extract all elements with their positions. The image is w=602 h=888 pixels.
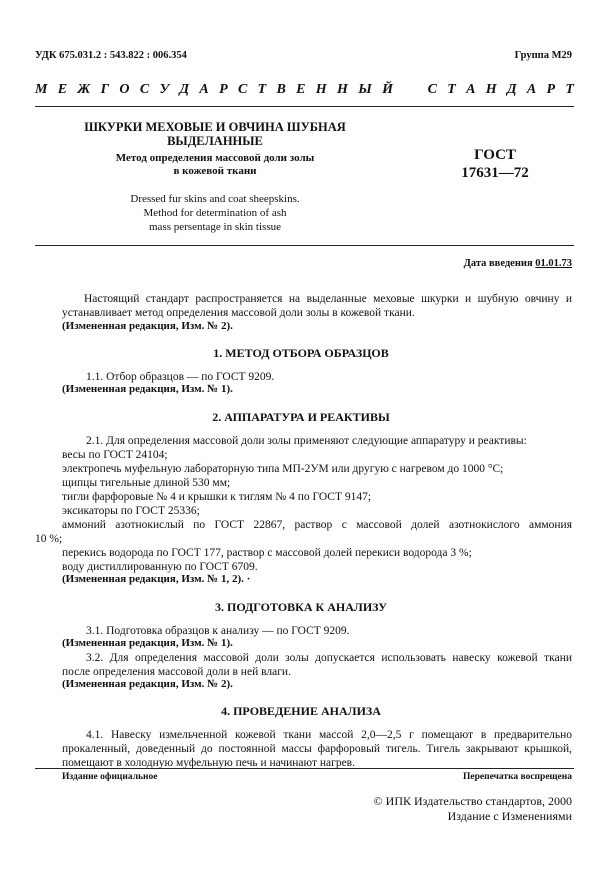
list-item: весы по ГОСТ 24104; — [62, 449, 168, 461]
list-item: аммоний азотнокислый по ГОСТ 22867, раствор с массовой долей азотнокислого аммония — [62, 519, 572, 531]
edition-note: Издание с Изменениями — [447, 809, 572, 823]
banner-letter: В — [276, 82, 286, 97]
document-title — [60, 120, 370, 148]
banner-letter: С — [427, 82, 437, 97]
list-item: перекись водорода по ГОСТ 177, раствор с массовой долей перекиси водорода 3 %; — [62, 547, 472, 559]
udk-code: УДК 675.031.2 : 543.822 : 006.354 — [35, 50, 187, 61]
footer-rule — [35, 768, 574, 769]
section-2-heading: 2. АППАРАТУРА И РЕАКТИВЫ — [212, 410, 390, 424]
reprint-forbidden-label: Перепечатка воспрещена — [462, 772, 572, 782]
section-3-heading: 3. ПОДГОТОВКА К АНАЛИЗУ — [214, 600, 388, 614]
copyright-block — [374, 794, 572, 824]
group-code: Группа М29 — [514, 50, 572, 61]
clause-4-1: 4.1. Навеску измельченной кожевой ткани массой 2,0—2,5 г помещают в предварительно — [86, 729, 572, 741]
copyright-line: © ИПК Издательство стандартов, 2000 — [373, 794, 572, 808]
banner-letter: Ы — [358, 82, 372, 97]
clause-3-1: 3.1. Подготовка образцов к анализу — по ГОСТ 9209. — [86, 625, 350, 637]
intro-edit-note: (Измененная редакция, Изм. № 2). — [62, 320, 233, 332]
banner-letter: Е — [57, 82, 68, 97]
banner-letter: А — [199, 82, 209, 97]
banner-letter: Н — [337, 82, 348, 97]
list-item: воду дистиллированную по ГОСТ 6709. — [62, 561, 258, 573]
clause-1-1: 1.1. Отбор образцов — по ГОСТ 9209. — [86, 371, 275, 383]
date-value: 01.01.73 — [535, 258, 572, 269]
english-line: Method for determination of ash — [143, 207, 287, 219]
banner-letter: У — [159, 82, 170, 97]
title-line: ВЫДЕЛАННЫЕ — [167, 134, 263, 148]
clause-4-1-cont: прокаленный, доведенный до постоянной массы фарфоровый тигель. Тигель закрывают крышкой, — [62, 743, 572, 755]
clause-3-2: 3.2. Для определения массовой доли золы допускается использовать навеску кожевой ткани — [86, 652, 572, 664]
english-line: Dressed fur skins and coat sheepskins. — [130, 193, 300, 205]
banner-letter: Р — [546, 82, 556, 97]
banner-letter: М — [35, 82, 48, 97]
official-edition-label: Издание официальное — [62, 772, 158, 782]
banner-letter: Т — [565, 82, 574, 97]
banner-letter: Д — [179, 82, 190, 97]
banner-letter: Т — [447, 82, 456, 97]
section-2-edit-note: (Измененная редакция, Изм. № 1, 2). · — [62, 573, 251, 585]
banner-letter: О — [119, 82, 130, 97]
section-3-edit-note-1: (Измененная редакция, Изм. № 1). — [62, 637, 233, 649]
banner-letter: Й — [382, 82, 393, 97]
banner-letter: Р — [219, 82, 228, 97]
method-line: в кожевой ткани — [173, 165, 257, 177]
banner-letter: Е — [296, 82, 306, 97]
list-item: 10 %; — [35, 533, 63, 545]
gost-label: ГОСТ — [474, 147, 516, 163]
clause-3-2-cont: после определения массовой доли в ней влаги. — [62, 666, 291, 678]
list-item: щипцы тигельные длиной 530 мм; — [62, 477, 231, 489]
banner-letter: Ж — [77, 82, 91, 97]
banner-letter: А — [526, 82, 537, 97]
method-line: Метод определения массовой доли золы — [115, 152, 315, 164]
section-1-heading: 1. МЕТОД ОТБОРА ОБРАЗЦОВ — [213, 346, 389, 360]
list-item: электропечь муфельную лабораторную типа МП-2УМ или другую с нагревом до 1000 °С; — [62, 463, 504, 475]
clause-4-1-end: помещают в холодную муфельную печь и начинают нагрев. — [62, 757, 355, 769]
banner-letter: Н — [485, 82, 497, 97]
section-4-heading: 4. ПРОВЕДЕНИЕ АНАЛИЗА — [221, 704, 381, 718]
section-1-edit-note: (Измененная редакция, Изм. № 1). — [62, 383, 233, 395]
introduction-date — [464, 258, 572, 269]
gost-code: 17631—72 — [461, 165, 529, 181]
method-title — [60, 152, 370, 178]
intro-paragraph: Настоящий стандарт распространяется на выделанные меховые шкурки и шубную овчину и устанавливает метод определения массовой доли золы в кожевой ткани. — [62, 293, 572, 319]
date-label: Дата введения — [463, 258, 536, 269]
banner-letter: Т — [257, 82, 267, 97]
list-item: эксикаторы по ГОСТ 25336; — [62, 505, 200, 517]
title-line: ШКУРКИ МЕХОВЫЕ И ОВЧИНА ШУБНАЯ — [84, 120, 346, 134]
banner-letter: С — [237, 82, 248, 97]
clause-2-1: 2.1. Для определения массовой доли золы применяют следующие аппаратуру и реактивы: — [86, 435, 527, 447]
english-line: mass persentage in skin tissue — [149, 221, 281, 233]
gost-number — [455, 146, 535, 182]
banner-letter: Н — [315, 82, 327, 97]
banner-letter: А — [466, 82, 476, 97]
banner-letter: Д — [507, 82, 517, 97]
title-rule — [35, 245, 574, 246]
section-3-edit-note-2: (Измененная редакция, Изм. № 2). — [62, 678, 233, 690]
standard-banner — [35, 80, 574, 100]
top-rule — [35, 106, 574, 107]
list-item: тигли фарфоровые № 4 и крышки к тиглям № 4 по ГОСТ 9147; — [62, 491, 372, 503]
banner-letter: Г — [100, 82, 110, 97]
english-title — [60, 192, 370, 234]
banner-letter: С — [139, 82, 150, 97]
